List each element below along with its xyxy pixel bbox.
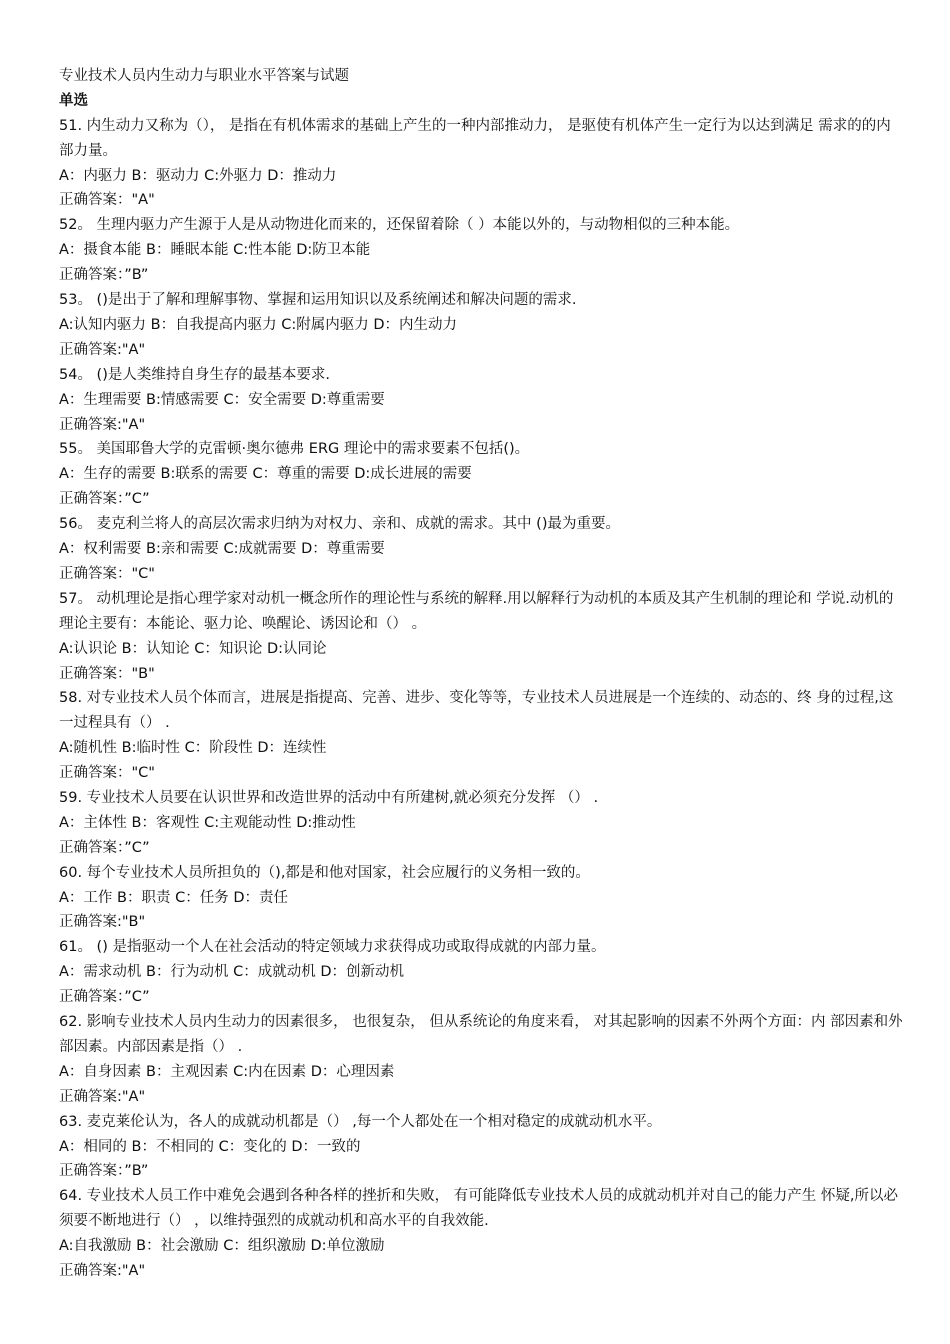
question-answer: 正确答案："C" [59, 765, 155, 782]
question-answer: 正确答案:"A" [59, 1263, 146, 1280]
question-item [59, 114, 904, 214]
question-text: 61。 () 是指驱动一个人在社会活动的特定领域力求获得成功或取得成就的内部力量。 [59, 939, 606, 956]
question-text: 54。 ()是人类维持自身生存的最基本要求. [59, 366, 330, 383]
question-list [59, 114, 904, 1284]
question-text: 52。 生理内驱力产生源于人是从动物进化而来的，还保留着除（ ）本能以外的，与动物相似的三种本能。 [59, 217, 740, 234]
question-answer: 正确答案："C" [59, 565, 155, 582]
question-item [59, 437, 904, 512]
question-answer: 正确答案:"A" [59, 416, 146, 433]
question-item [59, 861, 904, 936]
question-item [59, 213, 904, 288]
question-item [59, 587, 904, 687]
question-options: A：需求动机 B：行为动机 C：成就动机 D：创新动机 [59, 964, 404, 981]
question-text: 62. 影响专业技术人员内生动力的因素很多， 也很复杂， 但从系统论的角度来看， 对其起影响的因素不外两个方面：内 部因素和外部因素。内部因素是指（） . [59, 1014, 903, 1055]
question-options: A：内驱力 B：驱动力 C:外驱力 D：推动力 [59, 167, 337, 184]
question-item [59, 288, 904, 363]
question-item [59, 512, 904, 587]
question-item [59, 363, 904, 438]
question-options: A:认知内驱力 B：自我提高内驱力 C:附属内驱力 D：内生动力 [59, 316, 457, 333]
question-text: 58. 对专业技术人员个体而言，进展是指提高、完善、进步、变化等等，专业技术人员进展是一个连续的、动态的、终 身的过程,这一过程具有（） . [59, 690, 894, 732]
question-answer: 正确答案：”B” [59, 1163, 149, 1180]
question-answer: 正确答案:"A" [59, 341, 146, 358]
question-item [59, 935, 904, 1010]
question-answer: 正确答案:"B" [59, 914, 146, 931]
question-options: A：生存的需要 B:联系的需要 C：尊重的需要 D:成长进展的需要 [59, 466, 472, 483]
question-text: 60. 每个专业技术人员所担负的（),都是和他对国家，社会应履行的义务相一致的。 [59, 864, 590, 881]
section-heading: 单选 [59, 92, 88, 109]
question-options: A:随机性 B:临时性 C：阶段性 D：连续性 [59, 740, 327, 757]
question-text: 55。 美国耶鲁大学的克雷顿·奥尔德弗 ERG 理论中的需求要素不包括()。 [59, 441, 530, 458]
question-text: 51. 内生动力又称为（）， 是指在有机体需求的基础上产生的一种内部推动力， 是驱使有机体产生一定行为以达到满足 需求的的内部力量。 [59, 117, 891, 159]
question-options: A：主体性 B：客观性 C:主观能动性 D:推动性 [59, 814, 356, 831]
document-page [59, 64, 904, 1284]
question-text: 63. 麦克莱伦认为，各人的成就动机都是（） ,每一个人都处在一个相对稳定的成就动机水平。 [59, 1113, 662, 1130]
question-options: A:认识论 B：认知论 C：知识论 D:认同论 [59, 640, 327, 657]
question-answer: 正确答案：”C” [59, 839, 150, 856]
question-item [59, 1184, 904, 1284]
question-text: 59. 专业技术人员要在认识世界和改造世界的活动中有所建树,就必须充分发挥 （） . [59, 790, 599, 806]
question-options: A：工作 B：职责 C：任务 D：责任 [59, 889, 288, 906]
question-options: A:自我激励 B：社会激励 C：组织激励 D:单位激励 [59, 1238, 385, 1255]
question-options: A：摄食本能 B：睡眠本能 C:性本能 D:防卫本能 [59, 242, 371, 259]
question-item [59, 686, 904, 786]
question-options: A：权利需要 B:亲和需要 C:成就需要 D：尊重需要 [59, 541, 385, 558]
question-item [59, 786, 904, 861]
document-title: 专业技术人员内生动力与职业水平答案与试题 [59, 68, 349, 84]
question-answer: 正确答案：”C” [59, 989, 150, 1006]
question-options: A：生理需要 B:情感需要 C：安全需要 D:尊重需要 [59, 391, 385, 408]
question-answer: 正确答案："A" [59, 192, 155, 209]
question-text: 53。 ()是出于了解和理解事物、掌握和运用知识以及系统阐述和解决问题的需求. [59, 292, 577, 309]
question-answer: 正确答案：”B” [59, 267, 149, 284]
question-options: A：自身因素 B：主观因素 C:内在因素 D：心理因素 [59, 1063, 395, 1080]
question-answer: 正确答案：”C” [59, 491, 150, 508]
question-text: 56。 麦克利兰将人的高层次需求归纳为对权力、亲和、成就的需求。其中 ()最为重要。 [59, 516, 620, 533]
question-answer: 正确答案："B" [59, 665, 155, 682]
question-text: 64. 专业技术人员工作中难免会遇到各种各样的挫折和失败， 有可能降低专业技术人员的成就动机并对自己的能力产生 怀疑,所以必须要不断地进行（） ，以维持强烈的成就动机和高水平的自我效能. [59, 1188, 898, 1230]
question-item [59, 1110, 904, 1185]
question-item [59, 1010, 904, 1110]
question-text: 57。 动机理论是指心理学家对动机一概念所作的理论性与系统的解释.用以解释行为动机的本质及其产生机制的理论和 学说.动机的理论主要有：本能论、驱力论、唤醒论、诱因论和（） 。 [59, 590, 894, 632]
question-options: A：相同的 B：不相同的 C：变化的 D：一致的 [59, 1138, 361, 1155]
question-answer: 正确答案:"A" [59, 1088, 146, 1105]
